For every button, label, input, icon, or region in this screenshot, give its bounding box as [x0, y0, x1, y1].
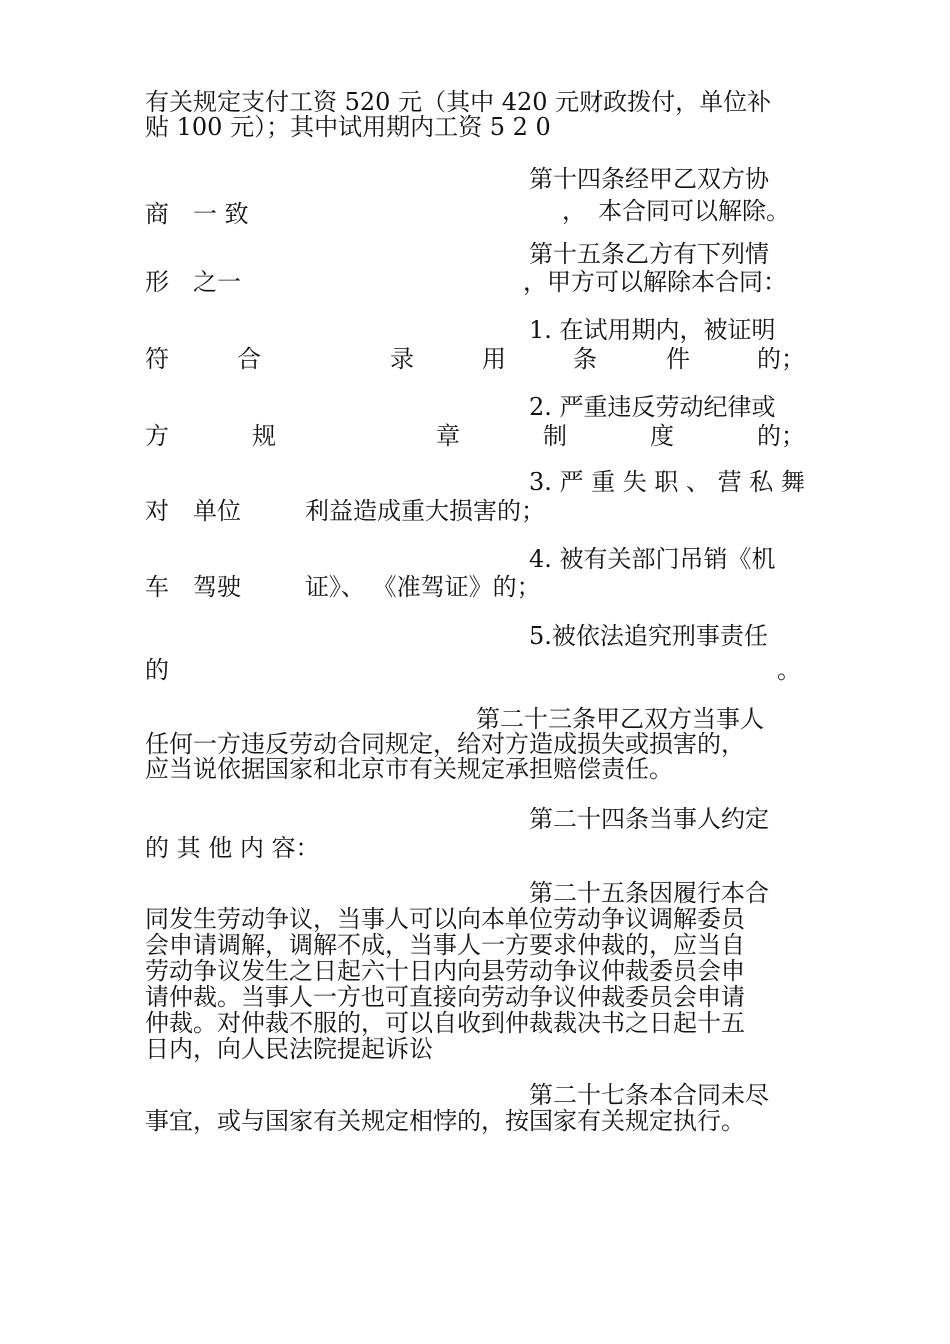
item-2-word: 章 [436, 422, 460, 450]
article-27-line: 事宜，或与国家有关规定相悖的，按国家有关规定执行。 [145, 1107, 745, 1135]
item-2-word: 的； [757, 422, 805, 450]
article-24-left: 的 其 他 内 容： [145, 834, 320, 862]
intro-line-2: 贴 100 元）；其中试用期内工资 5 2 0 [145, 113, 551, 141]
item-4-heading: 4. 被有关部门吊销《机 [529, 545, 776, 573]
item-4-left: 车 驾驶 [145, 573, 241, 601]
item-3-left: 对 单位 [145, 497, 241, 525]
article-23-heading: 第二十三条甲乙双方当事人 [476, 705, 764, 733]
item-1-word: 合 [237, 345, 261, 373]
article-25-heading: 第二十五条因履行本合 [529, 879, 769, 907]
item-3-heading: 3. 严 重 失 职 、 营 私 舞 [529, 468, 805, 496]
item-2-word: 规 [252, 422, 276, 450]
article-15-right: ，甲方可以解除本合同： [523, 268, 787, 296]
article-15-left: 形 之一 [145, 268, 241, 296]
article-25-line: 日内，向人民法院提起诉讼 [145, 1035, 433, 1063]
item-2-word: 方 [145, 422, 169, 450]
item-2-word: 制 [543, 422, 567, 450]
article-14-right: ， 本合同可以解除。 [562, 197, 790, 225]
intro-line-1: 有关规定支付工资 520 元（其中 420 元财政拨付，单位补 [145, 88, 772, 116]
item-1-heading: 1. 在试用期内，被证明 [529, 316, 776, 344]
article-27-heading: 第二十七条本合同未尽 [529, 1081, 769, 1109]
item-1-word: 条 [573, 345, 597, 373]
article-24-heading: 第二十四条当事人约定 [529, 805, 769, 833]
item-1-word: 件 [666, 345, 690, 373]
item-5-left: 的 [145, 656, 169, 684]
item-5-heading: 5.被依法追究刑事责任 [529, 622, 768, 650]
item-1-word: 符 [145, 345, 169, 373]
item-2-heading: 2. 严重违反劳动纪律或 [529, 393, 776, 421]
article-14-left: 商 一 致 [145, 200, 249, 228]
article-25-line: 劳动争议发生之日起六十日内向县劳动争议仲裁委员会申 [145, 957, 745, 985]
article-25-line: 会申请调解，调解不成，当事人一方要求仲裁的，应当自 [145, 931, 745, 959]
article-25-line: 仲裁。对仲裁不服的，可以自收到仲裁裁决书之日起十五 [145, 1009, 745, 1037]
item-2-word: 度 [650, 422, 674, 450]
item-1-word: 的； [757, 345, 805, 373]
item-3-right: 利益造成重大损害的； [305, 497, 545, 525]
article-14-heading: 第十四条经甲乙双方协 [529, 165, 769, 193]
item-1-word: 录 [390, 345, 414, 373]
item-4-right: 证》、 《准驾证》的； [305, 573, 541, 601]
article-23-line: 应当说依据国家和北京市有关规定承担赔偿责任。 [145, 755, 673, 783]
item-5-right: 。 [777, 656, 801, 684]
article-23-line: 任何一方违反劳动合同规定，给对方造成损失或损害的， [145, 730, 745, 758]
article-25-line: 同发生劳动争议，当事人可以向本单位劳动争议调解委员 [145, 905, 745, 933]
article-25-line: 请仲裁。当事人一方也可直接向劳动争议仲裁委员会申请 [145, 983, 745, 1011]
article-15-heading: 第十五条乙方有下列情 [529, 240, 769, 268]
item-1-word: 用 [482, 345, 506, 373]
